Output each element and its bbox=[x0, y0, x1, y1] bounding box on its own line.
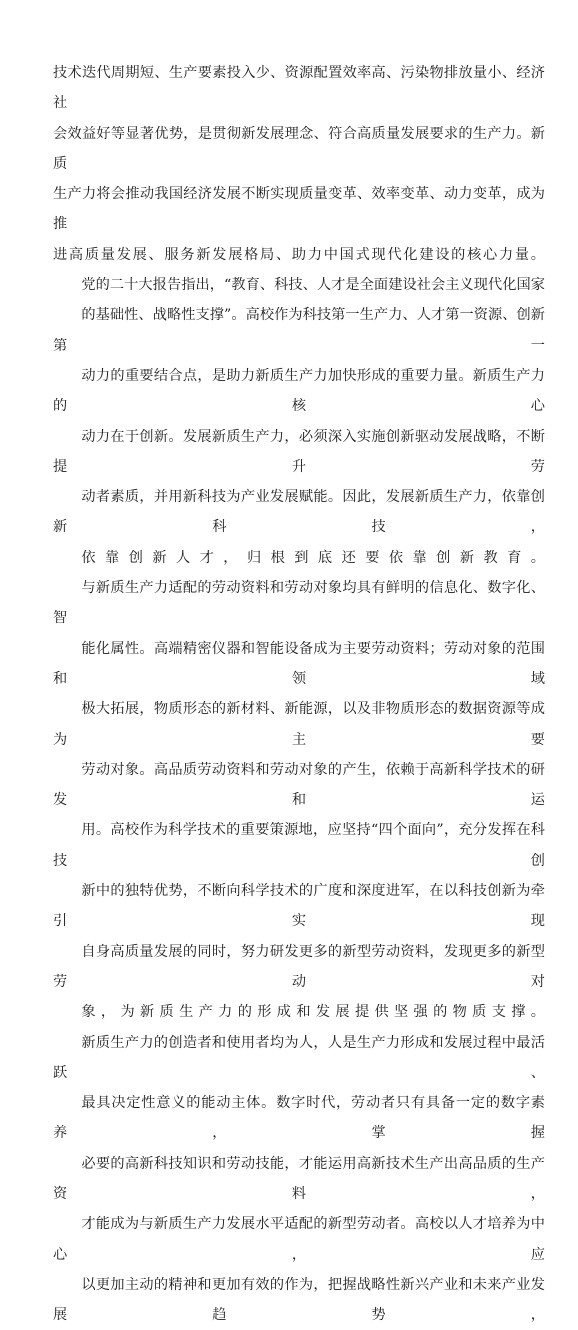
text-line: 技术迭代周期短、生产要素投入少、资源配置效率高、污染物排放量小、经济社 bbox=[53, 58, 545, 119]
text-line: 党的二十大报告指出，“教育、科技、人才是全面建设社会主义现代化国家 bbox=[53, 270, 545, 300]
text-line: 必要的高新科技知识和劳动技能，才能运用高新技术生产出高品质的生产资料， bbox=[53, 1149, 545, 1210]
text-line: 象，为新质生产力的形成和发展提供坚强的物质支撑。 bbox=[53, 997, 545, 1027]
paragraph-2 bbox=[53, 270, 545, 573]
text-line: 动者素质，并用新科技为产业发展赋能。因此，发展新质生产力，依靠创新科技， bbox=[53, 482, 545, 543]
paragraph-1 bbox=[53, 58, 545, 270]
text-line: 用。高校作为科学技术的重要策源地，应坚持“四个面向”，充分发挥在科技创 bbox=[53, 815, 545, 876]
text-line: 与新质生产力适配的劳动资料和劳动对象均具有鲜明的信息化、数字化、智 bbox=[53, 573, 545, 634]
text-line: 以更加主动的精神和更加有效的作为，把握战略性新兴产业和未来产业发展趋势， bbox=[53, 1270, 545, 1330]
text-line: 才能成为与新质生产力发展水平适配的新型劳动者。高校以人才培养为中心，应 bbox=[53, 1209, 545, 1270]
text-line: 依靠创新人才，归根到底还要依靠创新教育。 bbox=[53, 543, 545, 573]
text-line: 自身高质量发展的同时，努力研发更多的新型劳动资料，发现更多的新型劳动对 bbox=[53, 937, 545, 998]
text-line: 新质生产力的创造者和使用者均为人，人是生产力形成和发展过程中最活跃、 bbox=[53, 1028, 545, 1089]
paragraph-4 bbox=[53, 1028, 545, 1330]
text-line: 能化属性。高端精密仪器和智能设备成为主要劳动资料；劳动对象的范围和领域 bbox=[53, 634, 545, 695]
text-line: 最具决定性意义的能动主体。数字时代，劳动者只有具备一定的数字素养，掌握 bbox=[53, 1088, 545, 1149]
text-line: 进高质量发展、服务新发展格局、助力中国式现代化建设的核心力量。 bbox=[53, 240, 545, 270]
text-line: 劳动对象。高品质劳动资料和劳动对象的产生，依赖于高新科学技术的研发和运 bbox=[53, 755, 545, 816]
paragraph-3 bbox=[53, 573, 545, 1027]
text-line: 会效益好等显著优势，是贯彻新发展理念、符合高质量发展要求的生产力。新质 bbox=[53, 119, 545, 180]
text-line: 动力在于创新。发展新质生产力，必须深入实施创新驱动发展战略，不断提升劳 bbox=[53, 422, 545, 483]
text-line: 极大拓展，物质形态的新材料、新能源，以及非物质形态的数据资源等成为主要 bbox=[53, 694, 545, 755]
text-line: 生产力将会推动我国经济发展不断实现质量变革、效率变革、动力变革，成为推 bbox=[53, 179, 545, 240]
text-line: 动力的重要结合点，是助力新质生产力加快形成的重要力量。新质生产力的核心 bbox=[53, 361, 545, 422]
text-line: 新中的独特优势，不断向科学技术的广度和深度进军，在以科技创新为牵引实现 bbox=[53, 876, 545, 937]
document-page bbox=[53, 58, 545, 1330]
text-line: 的基础性、战略性支撑”。高校作为科技第一生产力、人才第一资源、创新第一 bbox=[53, 300, 545, 361]
